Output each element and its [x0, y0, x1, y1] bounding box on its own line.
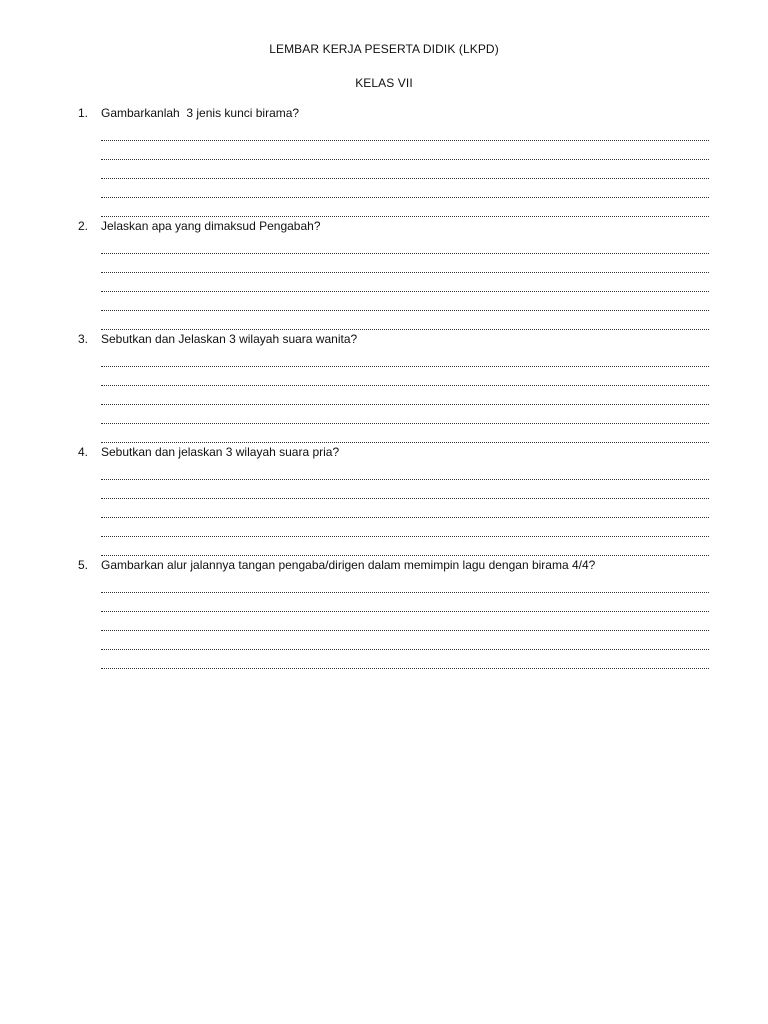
answer-line [101, 574, 709, 593]
answer-line [101, 141, 709, 160]
question-item [78, 217, 718, 330]
question-item [78, 104, 718, 217]
answer-line [101, 499, 709, 518]
question-header [78, 556, 718, 574]
answer-lines [78, 461, 718, 556]
answer-line [101, 612, 709, 631]
worksheet-title: LEMBAR KERJA PESERTA DIDIK (LKPD) [269, 42, 499, 56]
answer-line [101, 198, 709, 217]
question-text: Gambarkanlah 3 jenis kunci birama? [101, 106, 300, 120]
question-item [78, 443, 718, 556]
answer-line [101, 461, 709, 480]
answer-line [101, 518, 709, 537]
answer-line [101, 179, 709, 198]
answer-line [101, 273, 709, 292]
class-label: KELAS VII [355, 76, 413, 90]
answer-line [101, 386, 709, 405]
answer-line [101, 254, 709, 273]
answer-line [101, 292, 709, 311]
answer-line [101, 480, 709, 499]
answer-line [101, 235, 709, 254]
answer-line [101, 122, 709, 141]
question-number: 5. [78, 558, 89, 572]
answer-line [101, 424, 709, 443]
question-item [78, 556, 718, 669]
answer-line [101, 160, 709, 179]
answer-line [101, 348, 709, 367]
question-text: Gambarkan alur jalannya tangan pengaba/dirigen dalam memimpin lagu dengan birama 4/4? [101, 558, 596, 572]
question-text: Sebutkan dan Jelaskan 3 wilayah suara wanita? [101, 332, 358, 346]
question-header [78, 104, 718, 122]
answer-line [101, 593, 709, 612]
question-text: Sebutkan dan jelaskan 3 wilayah suara pria? [101, 445, 340, 459]
question-number: 2. [78, 219, 89, 233]
answer-lines [78, 235, 718, 330]
answer-lines [78, 348, 718, 443]
answer-line [101, 311, 709, 330]
answer-line [101, 405, 709, 424]
question-header [78, 217, 718, 235]
question-text: Jelaskan apa yang dimaksud Pengabah? [101, 219, 321, 233]
answer-line [101, 650, 709, 669]
question-number: 1. [78, 106, 89, 120]
answer-lines [78, 574, 718, 669]
question-header [78, 443, 718, 461]
answer-line [101, 537, 709, 556]
question-number: 3. [78, 332, 89, 346]
question-header [78, 330, 718, 348]
question-list [78, 104, 718, 669]
answer-line [101, 631, 709, 650]
answer-lines [78, 122, 718, 217]
question-number: 4. [78, 445, 89, 459]
question-item [78, 330, 718, 443]
answer-line [101, 367, 709, 386]
